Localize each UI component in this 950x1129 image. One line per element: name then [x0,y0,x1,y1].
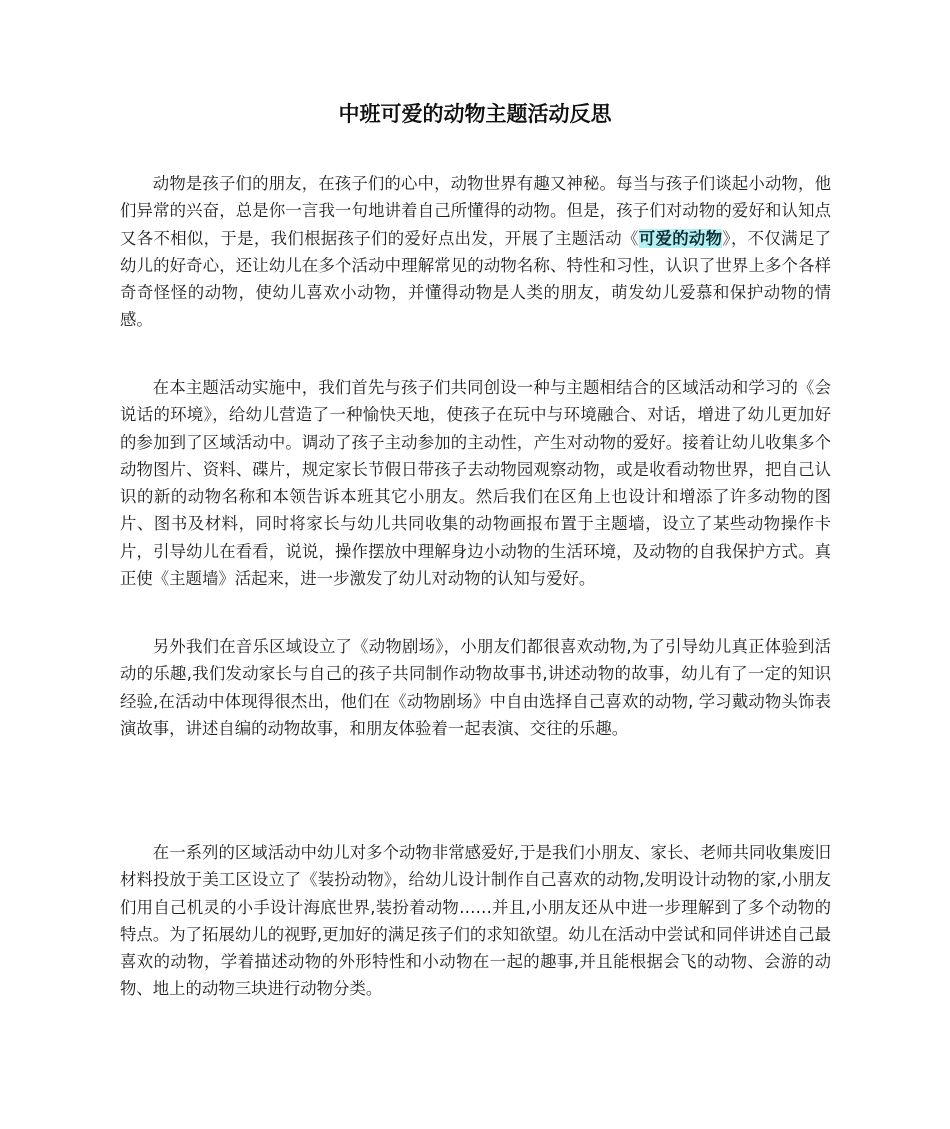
paragraph-music-area: 另外我们在音乐区域设立了《动物剧场》，小朋友们都很喜欢动物,为了引导幼儿真正体验到活动的乐趣,我们发动家长与自己的孩子共同制作动物故事书,讲述动物的故事，幼儿有了一定的知识经验,在活动中体现得很杰出，他们在《动物剧场》中自由选择自己喜欢的动物, 学习戴动物头饰表演故事，讲述自编的动物故事，和朋友体验着一起表演、交往的乐趣。 [120,637,831,738]
paragraph-implementation: 在本主题活动实施中，我们首先与孩子们共同创设一种与主题相结合的区域活动和学习的《会说话的环境》，给幼儿营造了一种愉快天地，使孩子在玩中与环境融合、对话，增进了幼儿更加好的参加到了区域活动中。调动了孩子主动参加的主动性，产生对动物的爱好。接着让幼儿收集多个动物图片、资料、碟片，规定家长节假日带孩子去动物园观察动物，或是收看动物世界，把自己认识的新的动物名称和本领告诉本班其它小朋友。然后我们在区角上也设计和增添了许多动物的图片、图书及材料，同时将家长与幼儿共同收集的动物画报布置于主题墙，设立了某些动物操作卡片，引导幼儿在看看，说说，操作摆放中理解身边小动物的生活环境，及动物的自我保护方式。真正使《主题墙》活起来，进一步激发了幼儿对动物的认知与爱好。 [120,378,831,589]
paragraph-intro [120,170,831,334]
document-title: 中班可爱的动物主题活动反思 [338,102,612,126]
highlighted-term: 可爱的动物 [638,228,723,248]
paragraph-intro-text-start: 动物是孩子们的朋友，在孩子们的心中，动物世界有趣又神秘。每当与孩子们谈起小动物，他们异常的兴奋，总是你一言我一句地讲着自己所懂得的动物。但是，孩子们对动物的爱好和认知点又各不相似，于是，我们根据孩子们的爱好点出发，开展了主题活动《 [120,174,831,248]
paragraph-intro-text-end: 》，不仅满足了幼儿的好奇心，还让幼儿在多个活动中理解常见的动物名称、特性和习性，认识了世界上多个各样奇奇怪怪的动物，使幼儿喜欢小动物，并懂得动物是人类的朋友，萌发幼儿爱慕和保护动物的情感。 [120,228,831,330]
paragraph-art-area: 在一系列的区域活动中幼儿对多个动物非常感爱好,于是我们小朋友、家长、老师共同收集废旧材料投放于美工区设立了《装扮动物》，给幼儿设计制作自己喜欢的动物,发明设计动物的家,小朋友们用自己机灵的小手设计海底世界,装扮着动物……并且,小朋友还从中进一步理解到了多个动物的特点。为了拓展幼儿的视野,更加好的满足孩子们的求知欲望。幼儿在活动中尝试和同伴讲述自己最喜欢的动物，学着描述动物的外形特性和小动物在一起的趣事,并且能根据会飞的动物、会游的动物、地上的动物三块进行动物分类。 [120,843,831,999]
